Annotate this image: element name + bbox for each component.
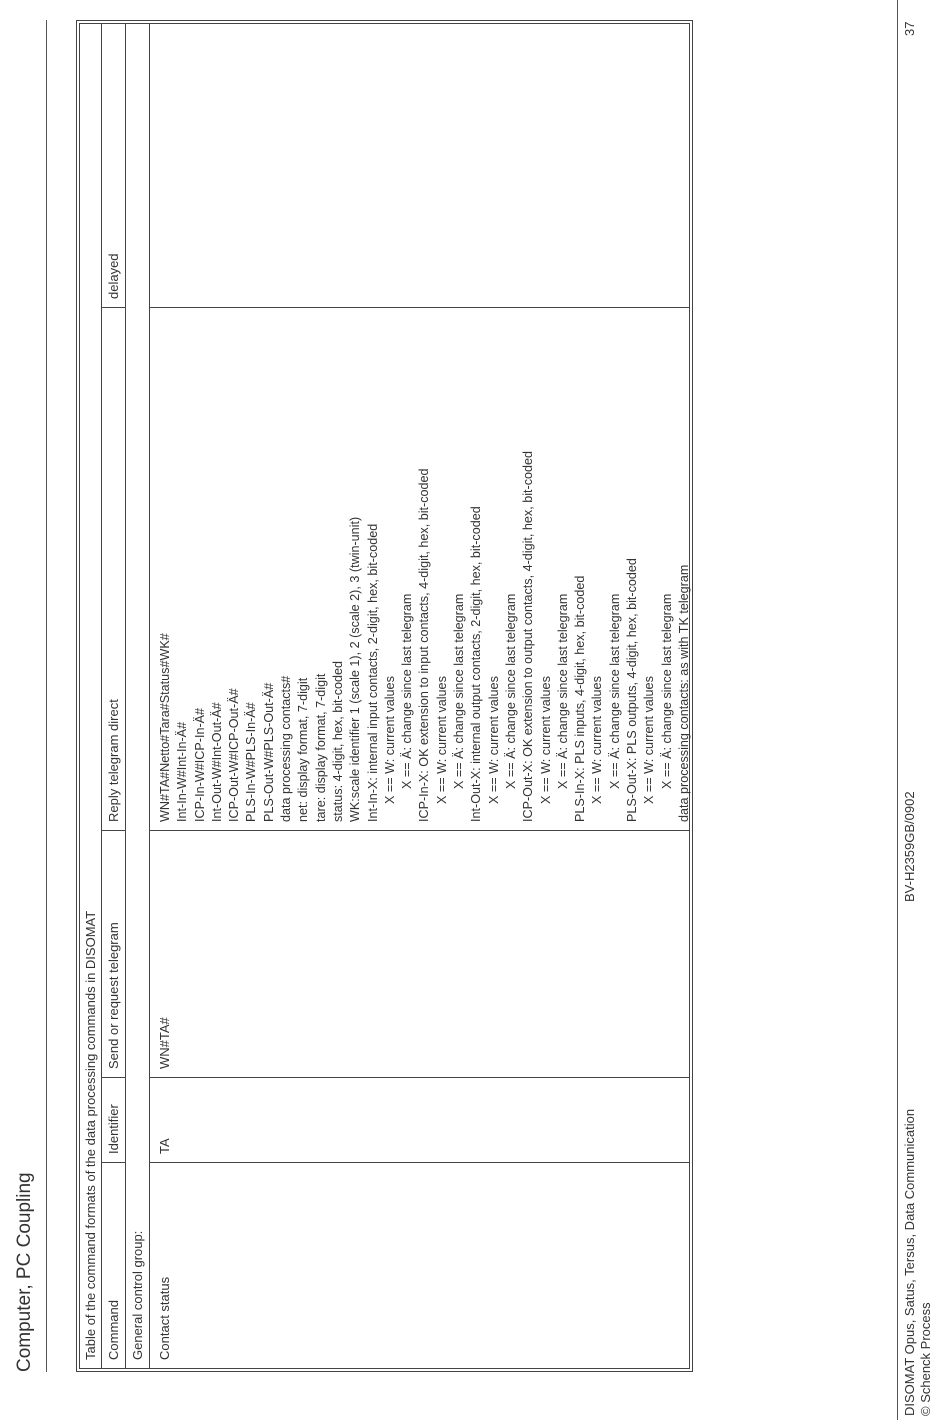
column-header-command: Command [106,1300,121,1360]
reply-line: Int-In-X: internal input contacts, 2-digit, hex, bit-coded [365,523,380,822]
table-frame [79,23,690,1369]
reply-line: net: display format, 7-digit [296,677,311,822]
cell-reply-direct [150,308,689,831]
column-header-delayed: delayed [102,24,125,308]
reply-line: X == W: current values [434,676,449,804]
reply-line: X == W: current values [382,676,397,804]
reply-line: data processing contacts: as with TK telegram [676,564,691,822]
table-row [150,24,689,1368]
page-number: 37 [902,21,917,36]
reply-line: PLS-Out-W#PLS-Out-Ä# [261,682,276,822]
footer-copyright: © Schenck Process [918,1302,933,1416]
reply-line: X == Ä: change since last telegram [452,593,467,789]
table-group-label: General control group: [125,24,150,1368]
reply-line: ICP-Out-W#ICP-Out-Ä# [227,688,242,822]
table-header-row [102,24,126,1368]
reply-line: PLS-In-W#PLS-In-Ä# [244,702,259,822]
reply-line: WK:scale identifier 1 (scale 1), 2 (scale 2), 3 (twin-unit) [348,516,363,822]
reply-line: Int-Out-W#Int-Out-Ä# [209,702,224,822]
reply-line: X == W: current values [486,676,501,804]
reply-line: status: 4-digit, hex, bit-coded [330,660,345,822]
command-format-table [76,20,693,1372]
reply-line: X == W: current values [642,676,657,804]
header-rule [46,20,47,1372]
reply-line: WN#TA#Netto#Tara#Status#WK# [158,633,172,822]
cell-identifier: TA [150,1078,689,1163]
column-header-identifier: Identifier [102,1078,125,1163]
reply-line: data processing contacts# [279,675,294,822]
column-header-reply-direct: Reply telegram direct [102,308,125,831]
reply-line: Int-Out-X: internal output contacts, 2-digit, hex, bit-coded [469,506,484,822]
page-header-title: Computer, PC Coupling [14,1172,35,1372]
footer-product: DISOMAT Opus, Satus, Tersus, Data Communication [902,1108,917,1416]
footer-doc-id: BV-H2359GB/0902 [902,791,917,902]
reply-line: X == Ä: change since last telegram [607,593,622,789]
reply-line: PLS-In-X: PLS inputs, 4-digit, hex, bit-coded [573,575,588,822]
reply-line: ICP-Out-X: OK extension to output contacts, 4-digit, hex, bit-coded [521,450,536,822]
footer-left [902,1109,934,1416]
cell-command: Contact status [157,1276,172,1360]
reply-line: X == W: current values [538,676,553,804]
reply-line: X == Ä: change since last telegram [503,593,518,789]
column-header-send-request: Send or request telegram [102,831,125,1078]
cell-send-request: WN#TA# [150,831,689,1078]
reply-line: X == Ä: change since last telegram [659,593,674,789]
reply-line: PLS-Out-X: PLS outputs, 4-digit, hex, bit-coded [625,558,640,822]
reply-line: X == W: current values [590,676,605,804]
reply-line: ICP-In-X: OK extension to input contacts, 4-digit, hex, bit-coded [417,468,432,822]
reply-line: X == Ä: change since last telegram [555,593,570,789]
footer-rule [897,0,898,1420]
reply-line: tare: display format, 7-digit [313,673,328,822]
reply-line: ICP-In-W#ICP-In-Ä# [192,707,207,822]
cell-delayed [150,24,689,308]
reply-line: X == Ä: change since last telegram [400,593,415,789]
table-caption: Table of the command formats of the data processing commands in DISOMAT [80,24,102,1368]
reply-line: Int-In-W#Int-In-Ä# [175,721,190,822]
